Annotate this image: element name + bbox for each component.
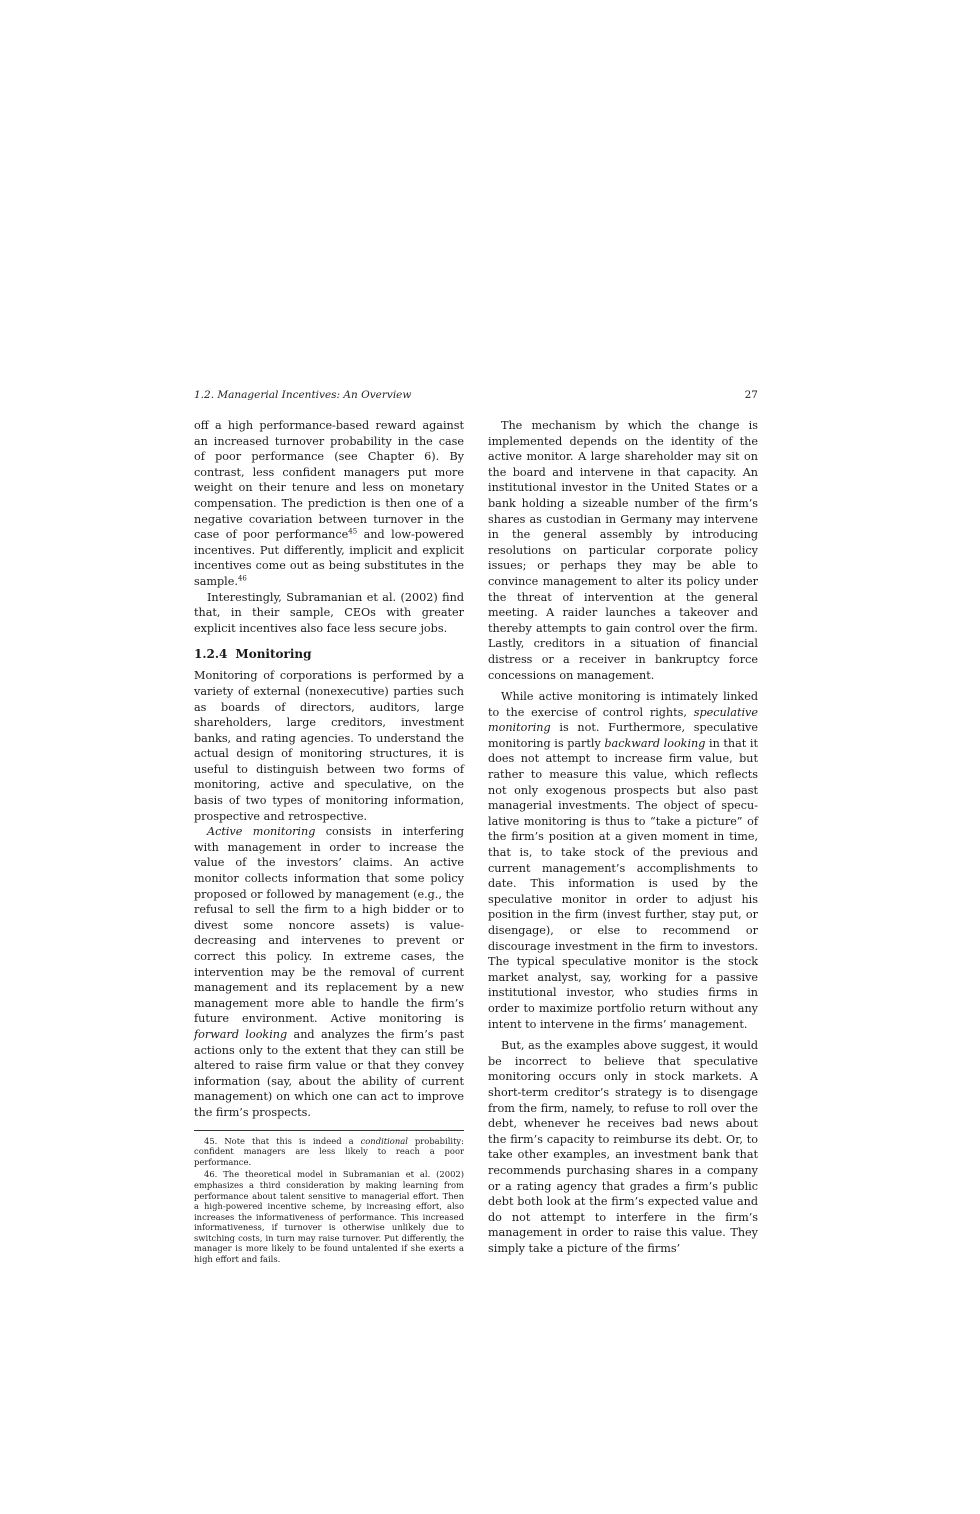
section-number: 1.2.4 xyxy=(194,647,228,662)
page-number: 27 xyxy=(744,389,758,401)
running-header xyxy=(194,389,758,401)
paragraph: Active monitoring consists in interfering with management in order to increase the value of the investors’ claims. An active monitor collects information that some policy proposed or followed by management (e.g., the refusal to sell the firm to a high bidder or to divest some noncore assets) is value-decreasing and intervenes to prevent or correct this policy. In extreme cases, the intervention may be the removal of current management and its replacement by a new management more able to handle the firm’s future environment. Active monitoring is forward looking and analyzes the firm’s past actions only to the extent that they can still be altered to raise firm value or that they convey information (say, about the ability of current management) on which one can act to improve the firm’s prospects. xyxy=(194,825,464,1119)
footnote-46: 46. The theoretical model in Subramanian et al. (2002) emphasizes a third consideration by making learning from performance about talent sensitive to managerial effort. Then a high-powered incentive scheme, by increasing effort, also increases the informativeness of performance. This increased informativeness, if turnover is otherwise unlikely due to switching costs, in turn may raise turnover. Put differently, the manager is more likely to be found untalented if she exerts a high effort and fails. xyxy=(194,1169,464,1265)
term: speculative monitoring xyxy=(488,705,758,735)
footnote-rule xyxy=(194,1130,464,1131)
running-title: 1.2. Managerial Incentives: An Overview xyxy=(194,389,412,401)
term: Active monitoring xyxy=(207,825,316,839)
footnote-ref: 46 xyxy=(237,574,247,583)
term: backward looking xyxy=(604,736,706,750)
footnote-45: 45. Note that this is indeed a conditional probability: confident managers are less likely to reach a poor performance. xyxy=(194,1135,464,1167)
paragraph: The mechanism by which the change is implemented depends on the identity of the active monitor. A large shareholder may sit on the board and intervene in that capacity. An institutional investor in the United States or a bank holding a sizeable number of the firm’s shares as custodian in Germany may intervene in the general assembly by introducing resolutions on particular corporate policy issues; or perhaps they may be able to convince management to alter its policy under the threat of intervention at the general meeting. A raider launches a takeover and thereby attempts to gain control over the firm. Lastly, creditors in a situation of financial distress or a receiver in bankruptcy force concessions on management. xyxy=(488,419,758,682)
footnote-ref: 45 xyxy=(348,527,358,536)
left-column xyxy=(194,418,464,1265)
paragraph: While active monitoring is intimately linked to the exercise of control rights, speculative monitoring is not. Furthermore, speculative monitoring is partly backward looking in that it does not attempt to increase firm value, but rather to measure this value, which reflects not only exogenous prospects but also past managerial investments. The object of speculative monitoring is thus to “take a picture” of the firm’s position at a given moment in time, that is, to take stock of the previous and current management’s accomplishments to date. This information is used by the speculative monitor in order to adjust his position in the firm (invest further, stay put, or disengage), or else to recommend or discourage investment in the firm to investors. The typical speculative monitor is the stock market analyst, say, working for a passive institutional investor, who studies firms in order to maximize portfolio return without any intent to intervene in the firms’ management. xyxy=(488,690,758,1031)
paragraph: But, as the examples above suggest, it would be incorrect to believe that speculative monitoring occurs only in stock markets. A short-term creditor’s strategy is to disengage from the firm, namely, to refuse to roll over the debt, whenever he receives bad news about the firm’s capacity to reimburse its debt. Or, to take other examples, an investment bank that recommends purchasing shares in a company or a rating agency that grades a firm’s public debt both look at the firm’s expected value and do not attempt to interfere in the firm’s management in order to raise this value. They simply take a picture of the firms’ xyxy=(488,1039,758,1255)
paragraph: off a high performance-based reward against an increased turnover probability in the case of poor performance (see Chapter 6). By contrast, less confident managers put more weight on their tenure and less on monetary compensation. The prediction is then one of a negative covariation between turnover in the case of poor performance$^{45}$ and low-powered incentives. Put differently, implicit and explicit incentives come out as being substitutes in the sample.$^{46}$ xyxy=(194,419,465,588)
section-heading xyxy=(194,647,464,662)
term: forward looking xyxy=(194,1027,288,1041)
paragraph: Interestingly, Subramanian et al. (2002) find that, in their sample, CEOs with greater explicit incentives also face less secure jobs. xyxy=(194,590,464,635)
paragraph: Monitoring of corporations is performed by a variety of external (nonexecutive) parties such as boards of directors, auditors, large shareholders, large creditors, investment banks, and rating agencies. To understand the actual design of monitoring structures, it is useful to distinguish between two forms of monitoring, active and speculative, on the basis of two types of monitoring information, prospective and retrospective. xyxy=(194,669,464,823)
section-title: Monitoring xyxy=(235,647,312,662)
right-column xyxy=(488,418,758,1256)
